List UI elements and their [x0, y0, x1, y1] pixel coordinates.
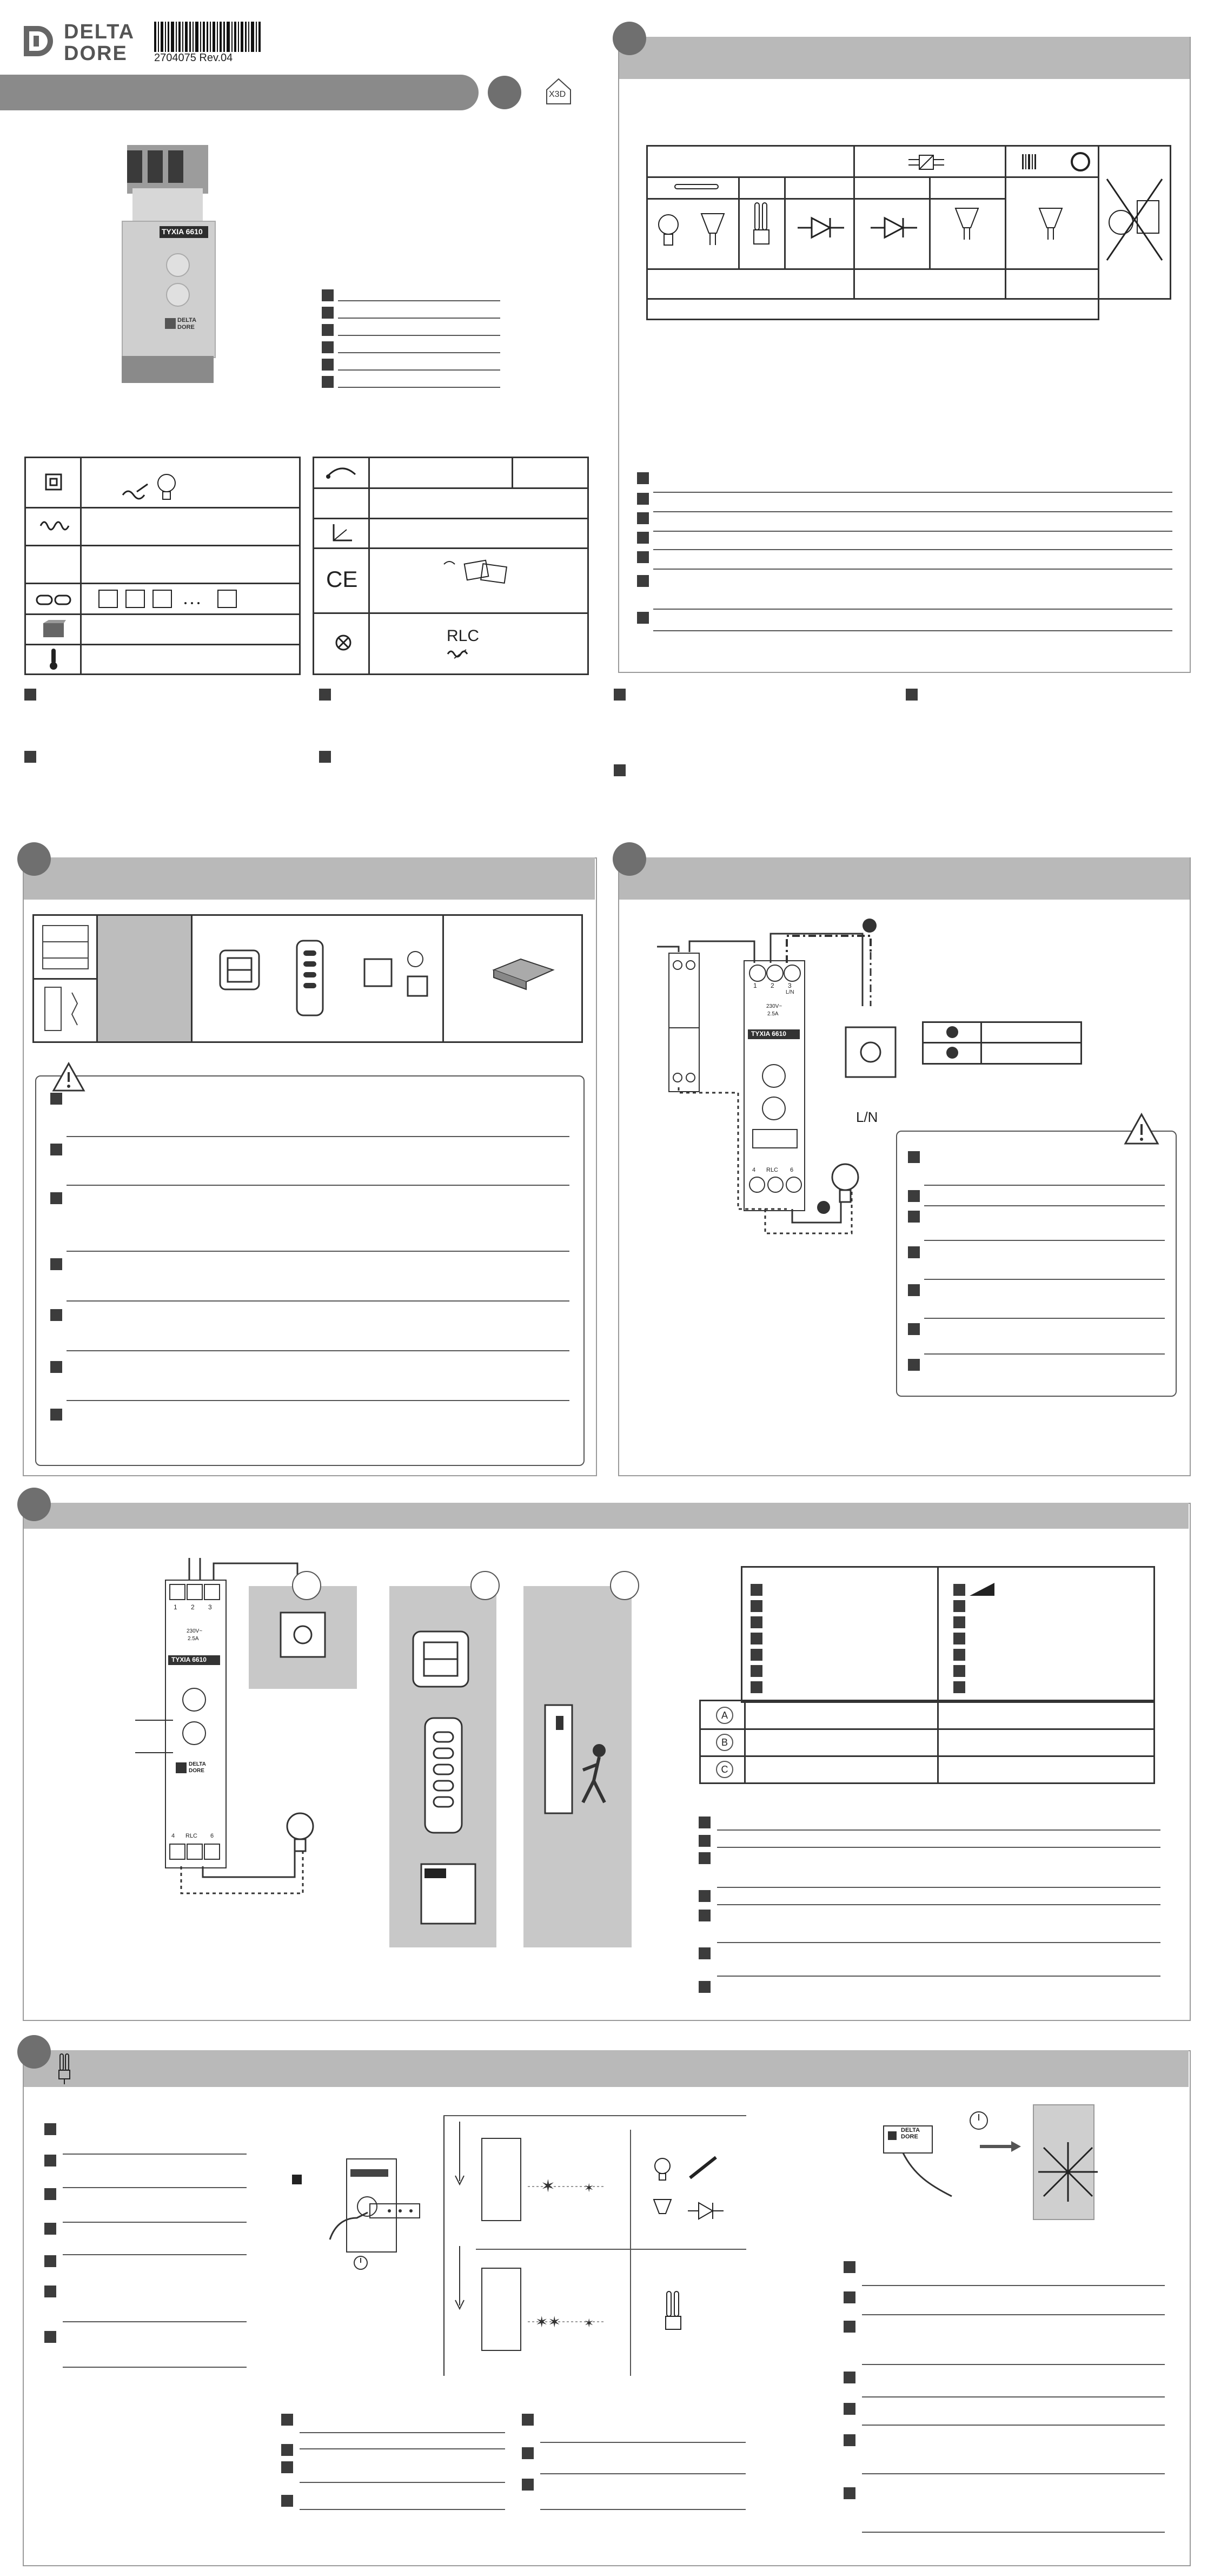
remote-icon: [294, 937, 326, 1019]
x3d-label: X3D: [549, 90, 566, 99]
warning-icon-2: [1124, 1113, 1159, 1145]
module-icon: [488, 948, 559, 992]
bullets-col-1: [24, 689, 295, 775]
remote-icon-b: [423, 1716, 464, 1835]
reset-card-brand-2: DORE: [901, 2134, 918, 2140]
cfl-small-icon: [57, 2053, 73, 2085]
pairing-terminal-1: 1: [174, 1603, 177, 1611]
spec-table-left: [24, 457, 301, 675]
sine-wave-icon: [39, 518, 70, 534]
cfl-mini-icon: [662, 2289, 684, 2338]
transmitters-icon: [99, 588, 294, 610]
settings-steps: [443, 2115, 746, 2379]
dimmable-bulb-icon: [121, 468, 185, 504]
section-wiring-dot: [613, 842, 646, 876]
axes-icon: [330, 522, 354, 544]
led-spot-icon: [953, 206, 980, 244]
letter-a: A: [716, 1707, 733, 1724]
pushbutton-icon-a: [278, 1610, 327, 1659]
timer-icon: [353, 2255, 369, 2271]
down-arrow-1: [454, 2122, 465, 2187]
rlc-label: RLC: [447, 627, 480, 645]
pairing-terminal-3: 3: [208, 1603, 212, 1611]
cross-out-icon: [1105, 174, 1164, 266]
settings-left-notes: [44, 2123, 250, 2372]
pairing-terminal-rlc: RLC: [185, 1833, 198, 1839]
title-dot: [488, 76, 521, 109]
settings-right-notes: [844, 2261, 1168, 2542]
svg-text:✶✶: ✶✶: [535, 2313, 561, 2331]
pairing-terminal-4: 4: [171, 1833, 175, 1839]
arrow-right-icon: [979, 2141, 1022, 2152]
sensor-light-icon: [361, 937, 437, 1002]
pairing-rating-v: 230V~: [187, 1628, 203, 1634]
dim-wave-icon: [447, 648, 474, 660]
halogen-tube-icon: [669, 180, 724, 193]
loads-table: [646, 145, 1099, 320]
pairing-table: [741, 1566, 1155, 1703]
pairing-brand-1: DELTA: [189, 1761, 206, 1767]
section-install-band: [24, 857, 595, 900]
lamp-symbol-icon: [335, 634, 352, 651]
letter-b: B: [716, 1734, 733, 1751]
led-icon: [797, 212, 845, 244]
star-blink-2: [525, 2311, 611, 2333]
wiring-lines: [657, 930, 906, 1277]
not-compatible-box: [1098, 145, 1171, 300]
svg-text:✶: ✶: [584, 2182, 594, 2195]
install-panel: [32, 914, 583, 1043]
section-loads-band: [619, 37, 1190, 79]
ce-mark: CE: [326, 566, 358, 592]
bullets-col-4: [906, 689, 1176, 721]
terminal-1: 1: [753, 982, 757, 989]
pairing-panel-c: [523, 1586, 632, 1947]
wiring-diagram: [657, 930, 906, 1277]
pairing-terminal-6: 6: [210, 1833, 214, 1839]
wall-switch-icon: [218, 948, 261, 992]
install-warning: [35, 1075, 585, 1466]
title-band: [0, 75, 479, 110]
ln-label: L/N: [856, 1109, 878, 1125]
lamp-bulb-icon: [829, 1158, 861, 1212]
breaker-icon: [39, 982, 91, 1036]
pairing-panel-b: [389, 1586, 496, 1947]
cfl-icon: [751, 201, 772, 255]
pairing-abc-table: [699, 1700, 1155, 1784]
svg-text:✶: ✶: [541, 2176, 555, 2196]
terminal-4: 4: [752, 1167, 756, 1173]
loads-notes: [637, 472, 1178, 635]
sensor-icon-b: [419, 1862, 479, 1927]
panel-install-icon: [39, 920, 91, 974]
tube-mini-icon: [687, 2154, 719, 2181]
pushbutton-icon: [844, 1025, 898, 1079]
settings-bottom-notes-2: [522, 2414, 749, 2522]
settings-bottom-notes-1: [281, 2414, 508, 2522]
ballast-icon: [1021, 151, 1097, 173]
settings-press-drawing: [292, 2137, 422, 2272]
rating-voltage: 230V~: [766, 1003, 782, 1009]
pairing-panel-a: [249, 1586, 357, 1689]
brand-line1: DELTA: [64, 21, 135, 43]
reset-card-brand-1: DELTA: [901, 2127, 920, 2134]
transformer-icon: [907, 153, 945, 171]
reset-drawing: [876, 2104, 1136, 2223]
switch-icon-b: [411, 1629, 470, 1689]
wiring-warning: [896, 1131, 1177, 1397]
range-icon: [325, 464, 357, 480]
brand-line2: DORE: [64, 42, 128, 65]
warning-icon: [52, 1062, 85, 1092]
wiring-legend: [922, 1021, 1082, 1065]
section-settings-dot: [17, 2035, 51, 2069]
device-brand-2: DORE: [177, 324, 195, 331]
door-walk-icon: [534, 1694, 621, 1819]
delta-dore-logo-icon: [22, 24, 56, 58]
callout-list: [322, 289, 500, 403]
letter-c: C: [716, 1761, 733, 1778]
bullets-col-2: [319, 689, 589, 775]
wiring-module-label: TYXIA 6610: [751, 1030, 786, 1038]
section-install-dot: [17, 842, 51, 876]
bullets-col-3: [614, 689, 884, 786]
down-arrow-2: [454, 2246, 465, 2311]
timer-icon-2: [968, 2110, 990, 2131]
ramp-icon: [968, 1582, 996, 1597]
pairing-terminal-2: 2: [191, 1603, 195, 1611]
spec-table-right: [313, 457, 589, 675]
pairing-rating-a: 2.5A: [188, 1636, 199, 1642]
led-mini-icon: [687, 2197, 725, 2224]
x3d-badge: [543, 76, 574, 106]
section-loads-dot: [613, 22, 646, 55]
product-label: TYXIA 6610: [162, 227, 203, 236]
pairing-bulb-icon: [284, 1807, 316, 1861]
led-dots-icon: [368, 2202, 422, 2220]
terminal-rlc: RLC: [766, 1167, 779, 1173]
doc-reference: 2704075 Rev.04: [154, 52, 233, 64]
device-brand-1: DELTA: [177, 317, 197, 323]
link-icon: [36, 593, 71, 606]
terminal-2: 2: [771, 982, 774, 989]
pairing-notes: [699, 1817, 1169, 1995]
section-pairing-band: [24, 1503, 1189, 1529]
terminal-ln: L/N: [786, 989, 794, 995]
terminal-6: 6: [790, 1167, 794, 1173]
led-icon-2: [870, 212, 918, 244]
thermometer-icon: [48, 648, 59, 670]
led-spot-icon-2: [1037, 206, 1064, 244]
rating-current: 2.5A: [767, 1011, 779, 1017]
section-settings-band: [24, 2050, 1189, 2087]
section-wiring-band: [619, 857, 1190, 900]
double-insulation-icon: [45, 473, 62, 491]
reset-burst-icon: [1038, 2142, 1098, 2202]
incandescent-mini-icon: [652, 2154, 673, 2187]
star-blink-1: [525, 2176, 611, 2197]
barcode: [154, 22, 262, 52]
spot-mini-icon: [652, 2197, 673, 2224]
brand-logo: [22, 21, 151, 64]
pairing-brand-2: DORE: [189, 1768, 204, 1774]
section-pairing-dot: [17, 1488, 51, 1521]
box-icon: [41, 619, 66, 638]
product-image: [122, 145, 214, 383]
svg-text:✶: ✶: [584, 2317, 594, 2330]
pairing-module-label: TYXIA 6610: [171, 1656, 207, 1663]
terminal-3: 3: [788, 982, 792, 989]
halogen-spot-icon: [699, 212, 726, 249]
documents-icon: [439, 553, 514, 586]
incandescent-bulb-icon: [658, 212, 679, 255]
